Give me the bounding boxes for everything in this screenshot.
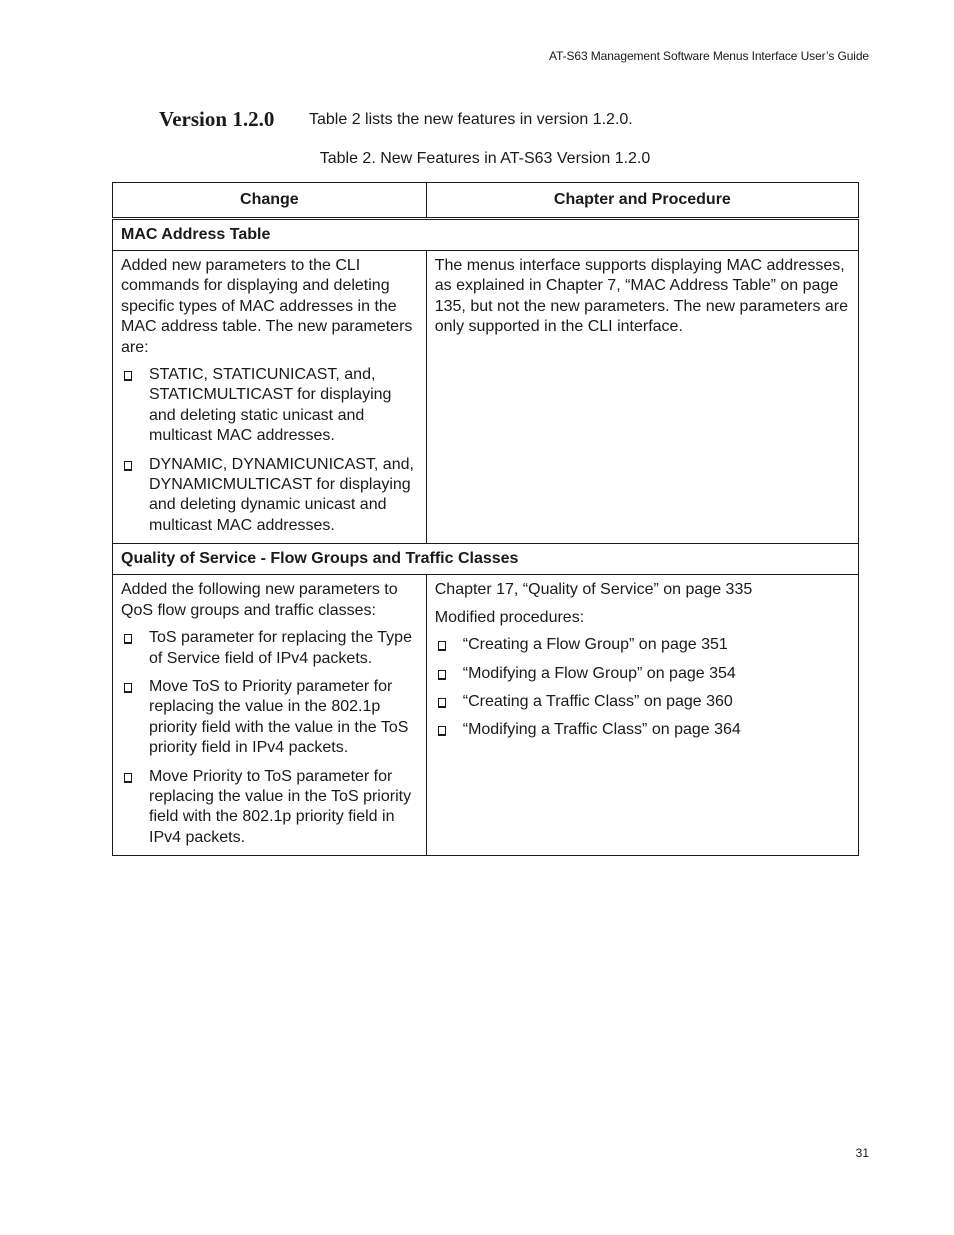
- checkbox-bullet-icon: [438, 670, 446, 680]
- features-table: [112, 182, 859, 856]
- list-item: “Creating a Flow Group” on page 351: [435, 635, 850, 655]
- change-cell: [113, 251, 427, 544]
- list-item: Move ToS to Priority parameter for replacing the value in the 802.1p priority field with the value in the ToS priority field in IPv4 packets.: [121, 677, 418, 759]
- list-item: Move Priority to ToS parameter for replacing the value in the ToS priority field with the 802.1p priority field in IPv4 packets.: [121, 767, 418, 849]
- checkbox-bullet-icon: [124, 371, 132, 381]
- list-item: STATIC, STATICUNICAST, and, STATICMULTICAST for displaying and deleting static unicast and multicast MAC addresses.: [121, 365, 418, 447]
- section-heading: Version 1.2.0: [159, 107, 275, 131]
- change-intro: Added new parameters to the CLI commands for displaying and deleting specific types of MAC addresses in the MAC address table. The new parameters are:: [121, 257, 413, 356]
- table-section-row: [113, 219, 859, 251]
- procedure-bullet-list: [435, 635, 850, 741]
- table-header-row: [113, 183, 859, 219]
- chapter-cell: [426, 251, 858, 544]
- list-item: ToS parameter for replacing the Type of Service field of IPv4 packets.: [121, 628, 418, 669]
- column-header-change: Change: [113, 183, 427, 219]
- section-title-mac: MAC Address Table: [113, 219, 859, 251]
- table-row: [113, 251, 859, 544]
- change-bullet-list: [121, 628, 418, 848]
- running-header: AT-S63 Management Software Menus Interface User’s Guide: [549, 49, 869, 63]
- table-section-row: [113, 544, 859, 575]
- change-cell: [113, 575, 427, 856]
- checkbox-bullet-icon: [124, 461, 132, 471]
- page-number: 31: [855, 1146, 869, 1160]
- checkbox-bullet-icon: [438, 726, 446, 736]
- checkbox-bullet-icon: [124, 634, 132, 644]
- table-row: [113, 575, 859, 856]
- checkbox-bullet-icon: [438, 698, 446, 708]
- change-bullet-list: [121, 365, 418, 536]
- checkbox-bullet-icon: [438, 641, 446, 651]
- change-intro: Added the following new parameters to QoS flow groups and traffic classes:: [121, 581, 398, 619]
- chapter-text: Chapter 17, “Quality of Service” on page 335: [434, 581, 753, 599]
- section-title-qos: Quality of Service - Flow Groups and Traffic Classes: [113, 544, 859, 575]
- list-item: “Creating a Traffic Class” on page 360: [435, 692, 850, 712]
- chapter-subhead: Modified procedures:: [434, 608, 585, 626]
- checkbox-bullet-icon: [124, 683, 132, 693]
- list-item: “Modifying a Flow Group” on page 354: [435, 664, 850, 684]
- chapter-cell: [426, 575, 858, 856]
- column-header-chapter: Chapter and Procedure: [426, 183, 858, 219]
- chapter-text: The menus interface supports displaying MAC addresses, as explained in Chapter 7, “MAC Address Table” on page 135, but not the new parameters. The new parameters are only supported in the CLI interface.: [434, 257, 849, 336]
- checkbox-bullet-icon: [124, 773, 132, 783]
- list-item: “Modifying a Traffic Class” on page 364: [435, 720, 850, 740]
- table-caption: Table 2. New Features in AT-S63 Version 1.2.0: [319, 150, 651, 167]
- intro-text: Table 2 lists the new features in version 1.2.0.: [309, 111, 633, 128]
- list-item: DYNAMIC, DYNAMICUNICAST, and, DYNAMICMULTICAST for displaying and deleting dynamic unicast and multicast MAC addresses.: [121, 455, 418, 537]
